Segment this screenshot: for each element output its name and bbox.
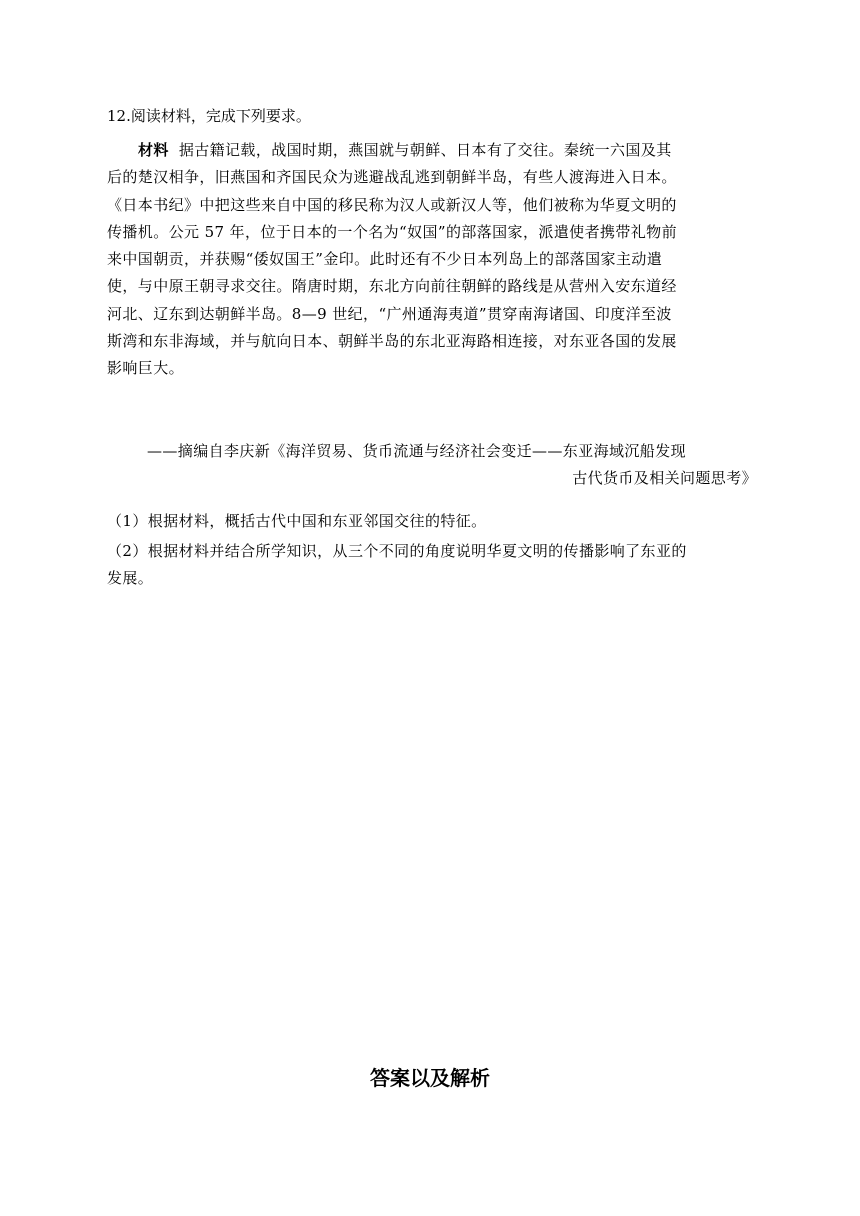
material-line: 传播机。公元 57 年，位于日本的一个名为“奴国”的部落国家，派遣使者携带礼物前 xyxy=(107,222,677,241)
material-line: 使，与中原王朝寻求交往。隋唐时期，东北方向前往朝鲜的路线是从营州入安东道经 xyxy=(107,277,677,296)
sub-question-1 xyxy=(107,508,767,535)
source-line: 古代货币及相关问题思考》 xyxy=(572,469,757,487)
material-label: 材料 xyxy=(138,141,169,159)
source-line: ——摘编自李庆新《海洋贸易、货币流通与经济社会变迁——东亚海域沉船发现 xyxy=(147,442,687,460)
material-line: 后的楚汉相争，旧燕国和齐国民众为逃避战乱逃到朝鲜半岛，有些人渡海进入日本。 xyxy=(107,168,677,187)
material-line: 河北、辽东到达朝鲜半岛。8—9 世纪，“广州通海夷道”贯穿南海诸国、印度洋至波 xyxy=(107,304,672,323)
sub-question-text: 发展。 xyxy=(107,569,154,587)
material-line: 来中国朝贡，并获赐“倭奴国王”金印。此时还有不少日本列岛上的部落国家主动遣 xyxy=(107,250,663,269)
answer-heading: 答案以及解析 xyxy=(370,1066,490,1090)
material-line xyxy=(107,137,757,164)
material-line-text: 据古籍记载，战国时期，燕国就与朝鲜、日本有了交往。秦统一六国及其 xyxy=(178,141,672,159)
question-title: 12.阅读材料，完成下列要求。 xyxy=(107,107,311,125)
sub-question-text: （2）根据材料并结合所学知识，从三个不同的角度说明华夏文明的传播影响了东亚的 xyxy=(107,542,687,560)
sub-question-text: （1）根据材料，概括古代中国和东亚邻国交往的特征。 xyxy=(107,512,487,530)
material-source xyxy=(107,438,757,492)
material-line: 《日本书纪》中把这些来自中国的移民称为汉人或新汉人等，他们被称为华夏文明的 xyxy=(107,195,677,214)
sub-question-2 xyxy=(107,538,767,592)
material-line: 斯湾和东非海域，并与航向日本、朝鲜半岛的东北亚海路相连接，对东亚各国的发展 xyxy=(107,332,677,351)
material-line: 影响巨大。 xyxy=(107,359,185,378)
material-passage xyxy=(107,137,757,383)
